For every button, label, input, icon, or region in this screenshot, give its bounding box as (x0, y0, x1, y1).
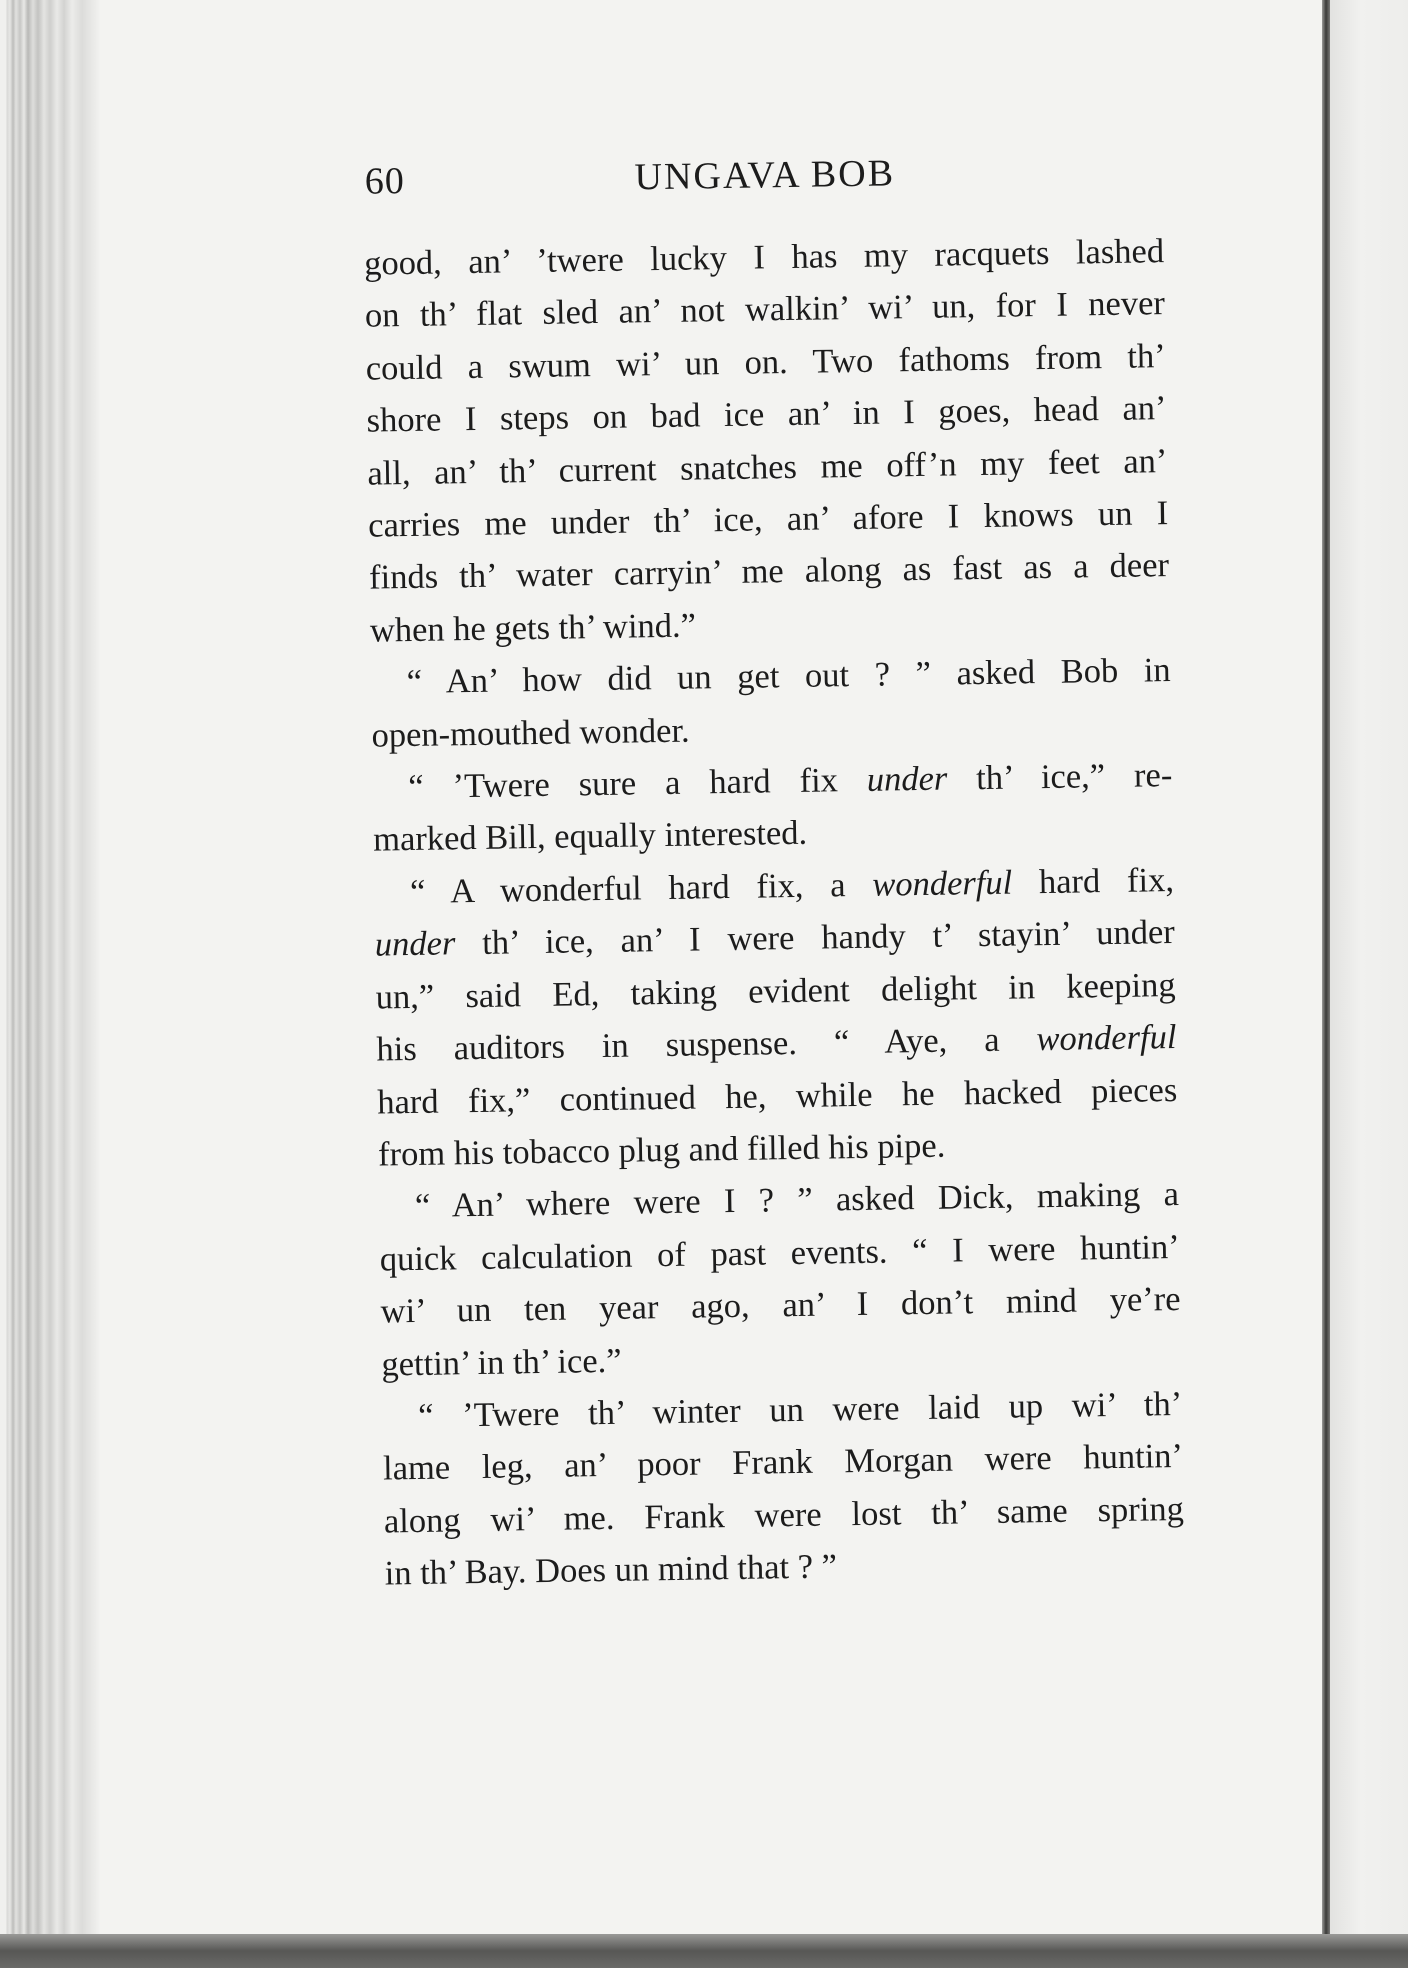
italic-text: wonderful (1036, 1018, 1177, 1059)
line-text: “ An’ how did un get out ? ” asked Bob in (406, 651, 1171, 702)
line-text: from his tobacco plug and filled his pipe. (377, 1126, 946, 1174)
line-text: “ An’ where were I ? ” asked Dick, making a (414, 1175, 1180, 1226)
facing-page-edge (1330, 0, 1408, 1968)
line-text: could a swum wi’ un on. Two fathoms from th’ (365, 336, 1166, 388)
line-text: “ ’Twere th’ winter un were laid up wi’ th’ (417, 1384, 1183, 1435)
paragraph-continuation (374, 906, 1178, 1181)
line-text: when he gets th’ wind.” (369, 606, 697, 650)
page-number: 60 (364, 160, 406, 203)
bottom-scan-edge (0, 1934, 1408, 1968)
line-text: carries me under th’ ice, an’ afore I knows un I (367, 494, 1169, 545)
line-text: along wi’ me. Frank were lost th’ same spring (383, 1489, 1185, 1541)
line-text: finds th’ water carryin’ me along as fast as a deer (368, 546, 1170, 598)
line-text: wi’ un ten year ago, an’ I don’t mind ye’re (380, 1280, 1181, 1331)
body-text (364, 225, 1185, 1600)
line-text: hard fix, (1011, 860, 1175, 902)
line-text: th’ ice,” re- (947, 756, 1173, 798)
line-text: lame leg, an’ poor Frank Morgan were huntin’ (382, 1437, 1184, 1488)
line-text: open-mouthed wonder. (371, 711, 690, 755)
italic-text: wonderful (871, 863, 1013, 904)
line-text: quick calculation of past events. “ I were huntin’ (379, 1227, 1180, 1279)
line-text: on th’ flat sled an’ not walkin’ wi’ un, for I never (364, 284, 1166, 336)
line-text: gettin’ in th’ ice.” (381, 1341, 622, 1384)
line-text: th’ ice, an’ I were handy t’ stayin’ under (455, 913, 1176, 963)
line-text: in th’ Bay. Does un mind that ? ” (384, 1547, 838, 1593)
line-text: his auditors in suspense. “ Aye, a (376, 1020, 1037, 1069)
line-text: un,” said Ed, taking evident delight in keeping (375, 965, 1176, 1017)
italic-text: under (374, 924, 456, 964)
line-text: all, an’ th’ current snatches me off’n my feet an’ (367, 441, 1168, 493)
line-text: shore I steps on bad ice an’ in I goes, head an’ (366, 389, 1167, 440)
paragraph-continuation (379, 1221, 1181, 1391)
line-text: “ A wonderful hard fix, a (409, 865, 873, 911)
running-title: UNGAVA BOB (634, 152, 896, 199)
paragraph (364, 225, 1170, 657)
line-text: marked Bill, equally interested. (372, 814, 808, 860)
paragraph-continuation (383, 1430, 1185, 1600)
line-text: good, an’ ’twere lucky I has my racquets lashed (363, 232, 1165, 283)
book-page-edges (0, 0, 100, 1968)
running-head (365, 147, 1166, 210)
line-text: hard fix,” continued he, while he hacked pieces (377, 1070, 1178, 1122)
line-text: “ ’Twere sure a hard fix (408, 760, 868, 807)
book-gutter (1322, 0, 1330, 1968)
text-line (384, 1535, 1185, 1600)
italic-text: under (866, 759, 948, 799)
